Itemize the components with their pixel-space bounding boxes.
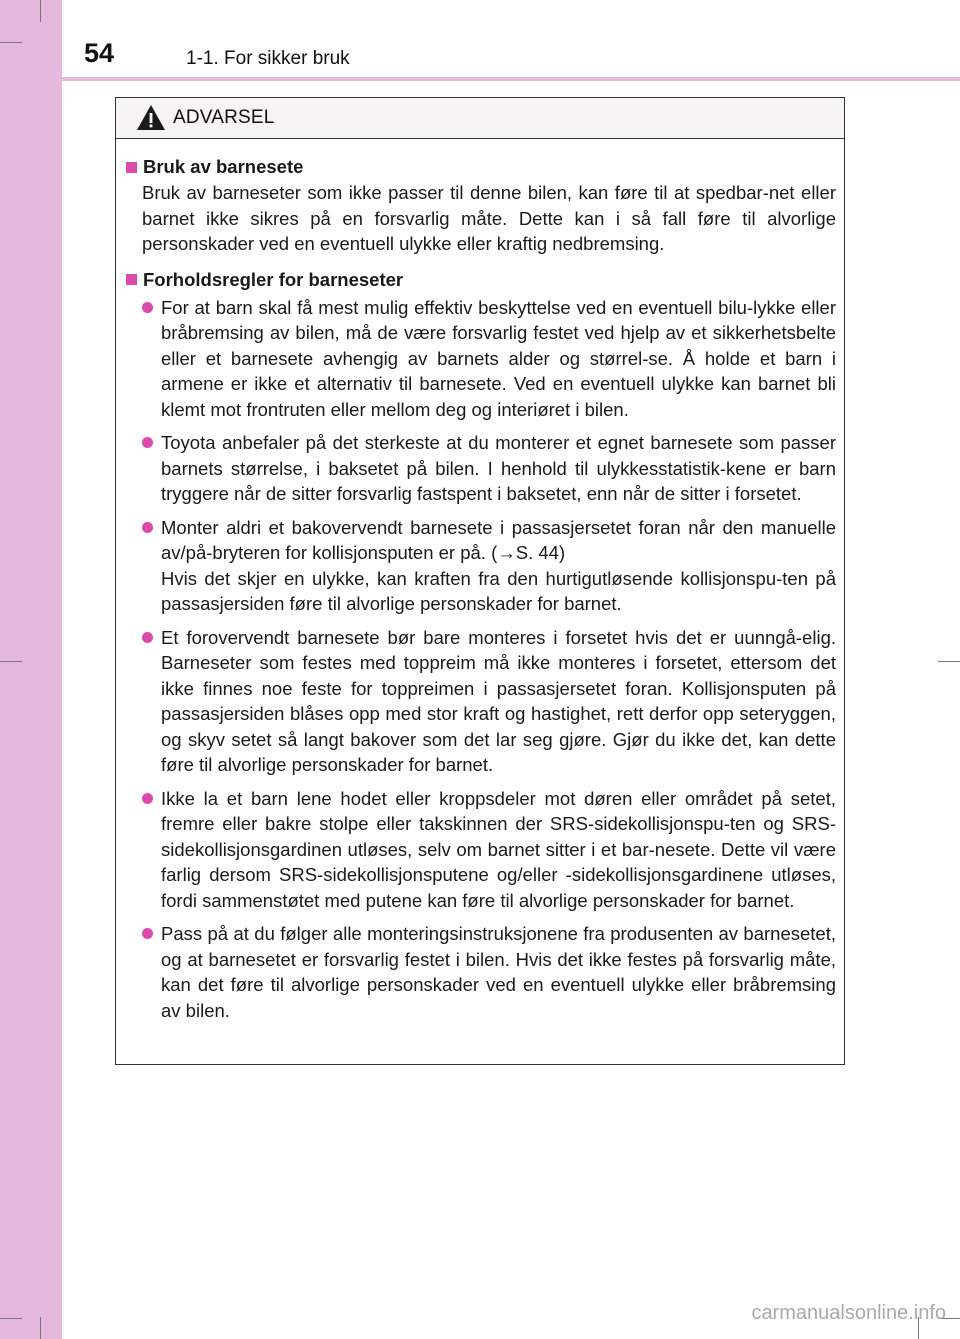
warning-box [115,97,845,1065]
list-item-text: Monter aldri et bakovervendt barnesete i passasjersetet foran når den manuelle av/på-bryteren for kollisjonsputen er på. (→S. 44) Hvis det skjer en ulykke, kan kraften fra den hurtigutløsende kollisjonspu-ten på passasjersiden føre til alvorlige personskader for barnet. [161,516,836,614]
list-item [126,295,836,423]
round-bullet-icon [142,928,153,939]
list-item [126,786,836,914]
left-color-band [0,0,62,1339]
section-title: 1-1. For sikker bruk [186,48,350,69]
warning-content [116,139,844,1023]
list-item-text: For at barn skal få mest mulig effektiv beskyttelse ved en eventuell bilu-lykke eller bråbremsing av bilen, må de være forsvarlig festet ved hjelp av et sikkerhetsbelte eller et barnesete avhengig av barnets alder og størrel-se. Å holde et barn i armene er ikke et alternativ til barnesete. Ved en eventuell ulykke kan barnet bli klemt mot frontruten eller mellom deg og interiøret i bilen. [161,296,836,420]
crop-mark [40,0,41,22]
header-rule [62,77,960,81]
crop-mark [0,1318,22,1319]
round-bullet-icon [142,793,153,804]
list-item [126,921,836,1023]
crop-mark [0,42,22,43]
round-bullet-icon [142,302,153,313]
round-bullet-icon [142,522,153,533]
watermark: carmanualsonline.info [751,1302,946,1324]
crop-mark [40,1317,41,1339]
list-item-text: Pass på at du følger alle monteringsinstruksjonene fra produsenten av barnesetet, og at barnesetet er forsvarlig festet i bilen. Hvis det ikke festes på forsvarlig måte, kan det føre til alvorlige personskader ved en eventuell ulykke eller bråbremsing av bilen. [161,923,836,1021]
crop-mark [0,661,22,662]
square-bullet-icon [126,162,137,173]
page-number: 54 [84,38,115,68]
warning-label: ADVARSEL [173,107,275,128]
crop-mark [938,661,960,662]
list-item-text: Ikke la et barn lene hodet eller kroppsdeler mot døren eller området på setet, fremre eller bakre stolpe eller takskinnen der SRS-sidekollisjonspu-ten og SRS-sidekollisjonsgardinen utløses, selv om barnet sitter i et bar-nesete. Dette vil være farlig dersom SRS-sidekollisjonsputene og/eller -sidekollisjonsgardinene utløses, fordi sammenstøtet med putene kan føre til alvorlige personskader for barnet. [161,787,836,911]
section-heading-text: Bruk av barnesete [143,156,304,177]
square-bullet-icon [126,274,137,285]
round-bullet-icon [142,437,153,448]
round-bullet-icon [142,632,153,643]
warning-triangle-icon [136,104,166,131]
list-item [126,515,836,617]
section-heading-text: Forholdsregler for barneseter [143,268,404,290]
list-item-text: Et forovervendt barnesete bør bare monteres i forsetet hvis det er uunngå-elig. Barneseter som festes med toppreim må ikke monteres i forsetet, ettersom det ikke finnes noe feste for toppreimen i passasjersetet foran. Kollisjonsputen på passasjersiden blåses opp med stor kraft og hastighet, rett derfor opp seteryggen, og skyv setet så langt bakover som det lar seg gjøre. Gjør du ikke det, kan dette føre til alvorlige personskader for barnet. [161,626,836,775]
section-heading [126,155,836,179]
list-item [126,430,836,507]
list-item [126,625,836,778]
section-heading [126,268,836,292]
warning-header [116,98,844,139]
list-item-text: Toyota anbefaler på det sterkeste at du monterer et egnet barnesete som passer barnets størrelse, i baksetet på bilen. I henhold til ulykkesstatistik-kene er barn tryggere når de sitter forsvarlig fastspent i baksetet, enn når de sitter i forsetet. [161,432,836,504]
section-paragraph: Bruk av barneseter som ikke passer til denne bilen, kan føre til at spedbar-net eller barnet ikke sikres på en forsvarlig måte. Dette kan i så fall føre til alvorlige personskader ved en eventuell ulykke eller kraftig nedbremsing. [142,182,836,254]
